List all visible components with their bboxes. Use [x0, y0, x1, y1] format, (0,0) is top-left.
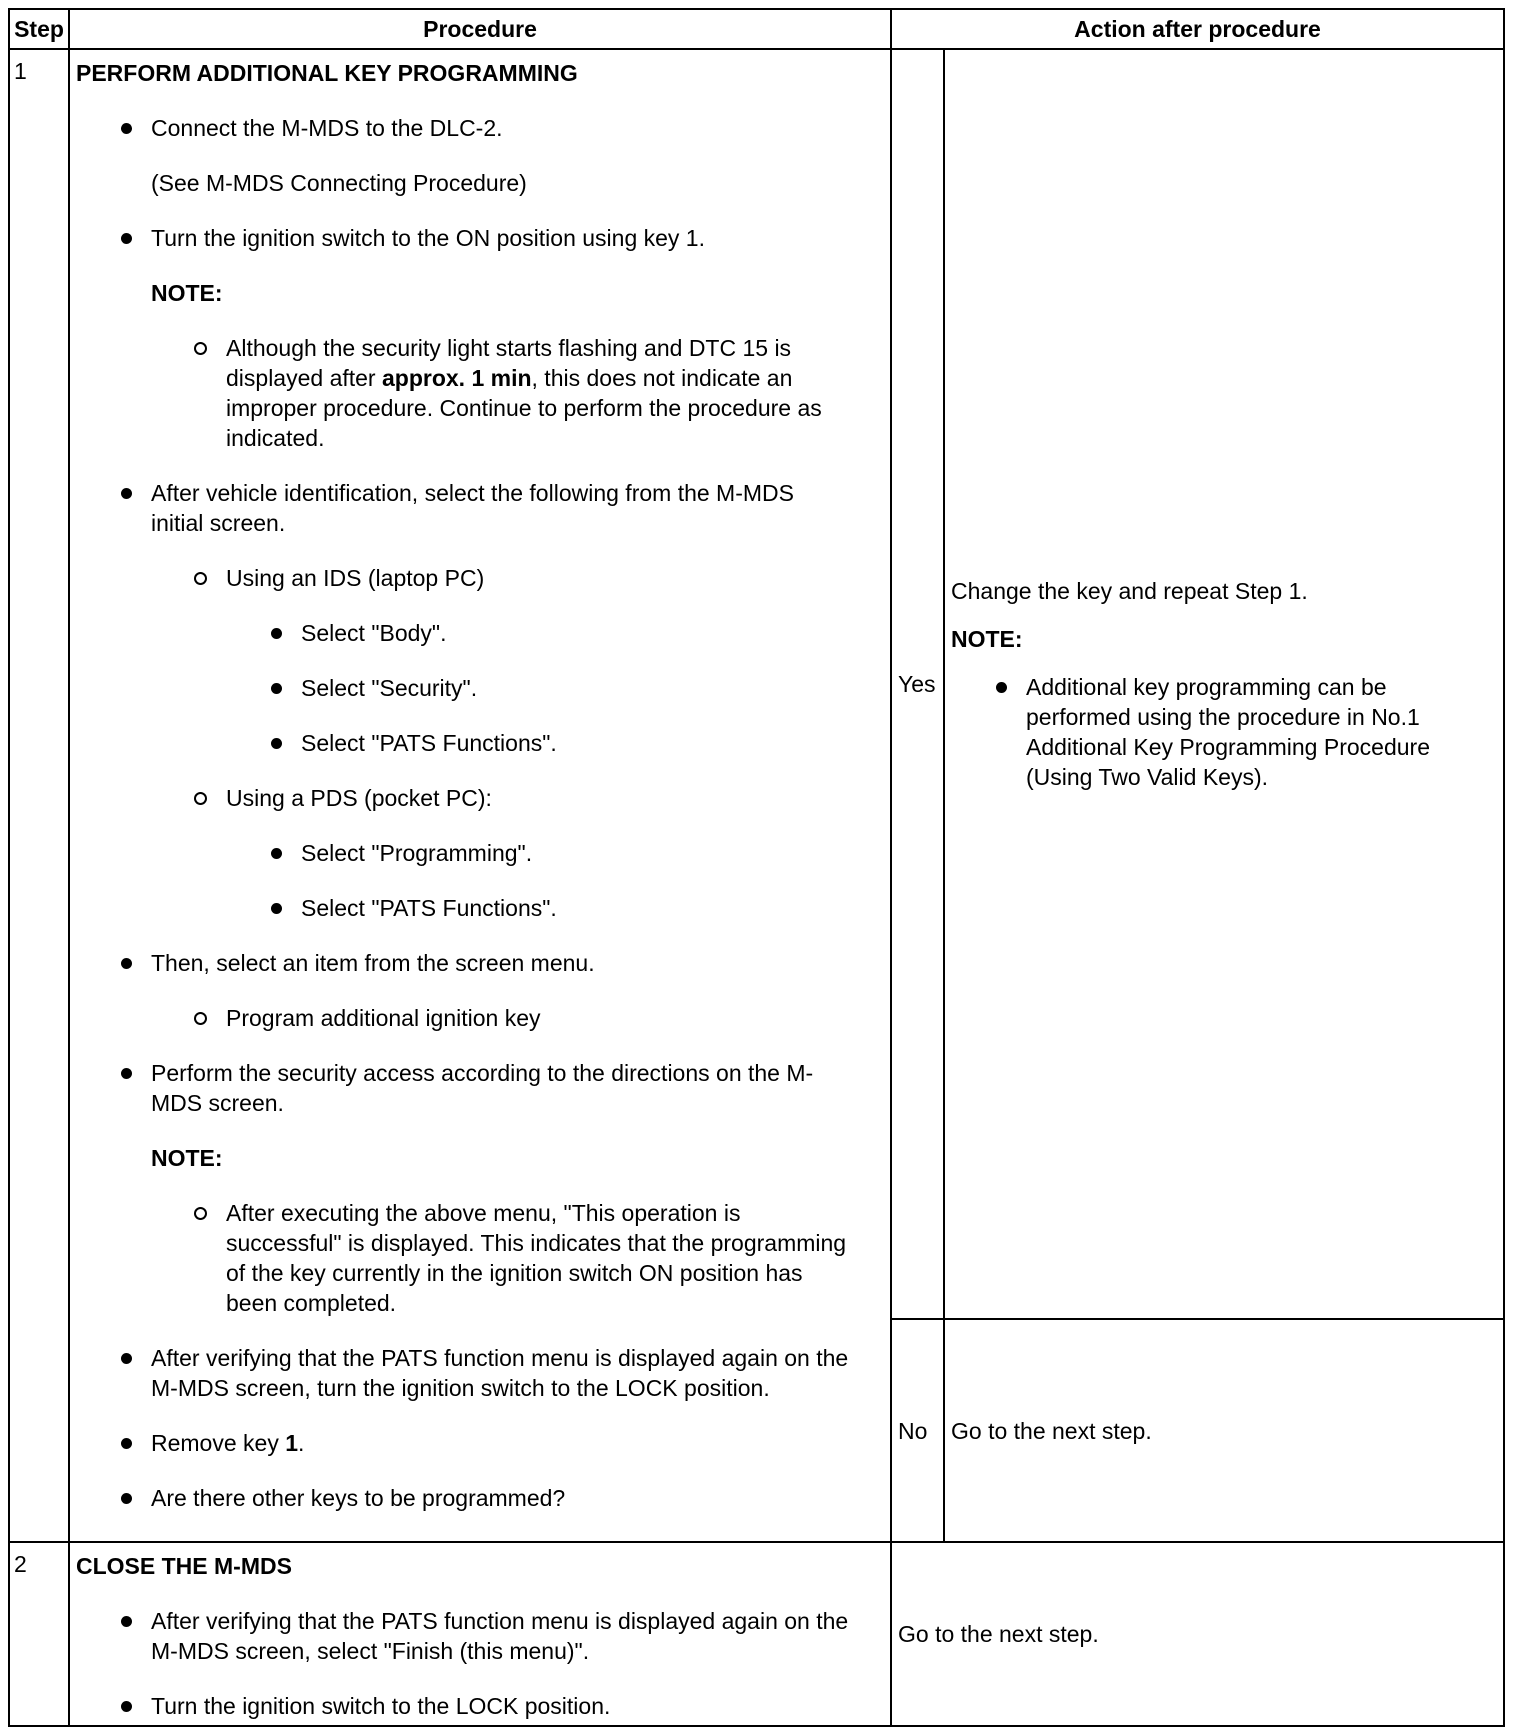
note1-text-part1: Although the security light starts flashing and DTC 15 is displayed after	[226, 335, 792, 391]
step1-ids-body: Select "Body".	[301, 618, 850, 648]
step1-connect-ref: (See M-MDS Connecting Procedure)	[151, 170, 527, 196]
remove-key-number: 1	[285, 1430, 299, 1456]
step1-number-cell	[9, 49, 69, 1542]
step1-yes-note-label: NOTE:	[951, 626, 1023, 652]
remove-key-text: Remove key	[151, 1430, 286, 1456]
step1-pds-pats: Select "PATS Functions".	[301, 893, 850, 923]
header-step: Step	[9, 9, 69, 49]
step1-note2-text: After executing the above menu, "This operation is successful" is displayed. This indicates that the programming of the key currently in the ignition switch ON position has been completed.	[226, 1198, 850, 1318]
remove-key-period: .	[298, 1430, 305, 1456]
step1-note1-label: NOTE:	[151, 280, 223, 306]
step1-pds-item: Using a PDS (pocket PC):	[226, 783, 850, 813]
note1-text-bold: approx. 1 min	[381, 365, 532, 391]
step1-bullet-vehicle-id: After vehicle identification, select the following from the M-MDS initial screen.	[151, 478, 850, 538]
step2-procedure-cell	[69, 1542, 891, 1726]
step1-bullet-security-access: Perform the security access according to the directions on the M-MDS screen.	[151, 1058, 850, 1118]
step1-pds-programming: Select "Programming".	[301, 838, 850, 868]
step2-action: Go to the next step.	[891, 1542, 1504, 1726]
step1-no-action: Go to the next step.	[944, 1319, 1504, 1542]
step1-note1-text	[226, 333, 850, 453]
step1-procedure-cell	[69, 49, 891, 1542]
step2-row	[9, 1542, 1504, 1726]
step2-bullet-lock: Turn the ignition switch to the LOCK position.	[151, 1691, 850, 1721]
step2-bullet-finish: After verifying that the PATS function menu is displayed again on the M-MDS screen, select "Finish (this menu)".	[151, 1608, 849, 1664]
step1-row-yes	[9, 49, 1504, 1319]
step2-number-cell	[9, 1542, 69, 1726]
step2-title: CLOSE THE M-MDS	[76, 1553, 292, 1579]
step1-no-label: No	[891, 1319, 944, 1542]
step1-note2-label: NOTE:	[151, 1145, 223, 1171]
step1-number: 1	[14, 58, 27, 84]
step1-ids-item: Using an IDS (laptop PC)	[226, 563, 850, 593]
step1-yes-action-cell	[944, 49, 1504, 1319]
note1-text-part2: , this does not indicate an improper procedure. Continue to perform the procedure as indicated.	[226, 365, 822, 451]
step1-bullet-lock: After verifying that the PATS function menu is displayed again on the M-MDS screen, turn the ignition switch to the LOCK position.	[151, 1345, 849, 1401]
header-row	[9, 9, 1504, 49]
step1-bullet-screen-menu: Then, select an item from the screen menu.	[151, 948, 850, 978]
step1-yes-note-text: Additional key programming can be performed using the procedure in No.1 Additional Key Programming Procedure (Using Two Valid Keys).	[1026, 672, 1483, 792]
step1-bullet-ignition-on: Turn the ignition switch to the ON position using key 1.	[151, 223, 850, 253]
step1-menu-program-key: Program additional ignition key	[226, 1003, 850, 1033]
header-action: Action after procedure	[891, 9, 1504, 49]
step1-bullet-question: Are there other keys to be programmed?	[151, 1483, 850, 1513]
step1-bullet-remove-key	[151, 1428, 850, 1458]
procedure-table	[8, 8, 1505, 1727]
step1-ids-pats: Select "PATS Functions".	[301, 728, 850, 758]
header-procedure: Procedure	[69, 9, 891, 49]
step1-yes-action: Change the key and repeat Step 1.	[951, 578, 1308, 604]
step1-yes-label: Yes	[891, 49, 944, 1319]
step1-title: PERFORM ADDITIONAL KEY PROGRAMMING	[76, 60, 578, 86]
step1-bullet-connect: Connect the M-MDS to the DLC-2.	[151, 113, 850, 143]
step1-ids-security: Select "Security".	[301, 673, 850, 703]
step2-number: 2	[14, 1551, 27, 1577]
